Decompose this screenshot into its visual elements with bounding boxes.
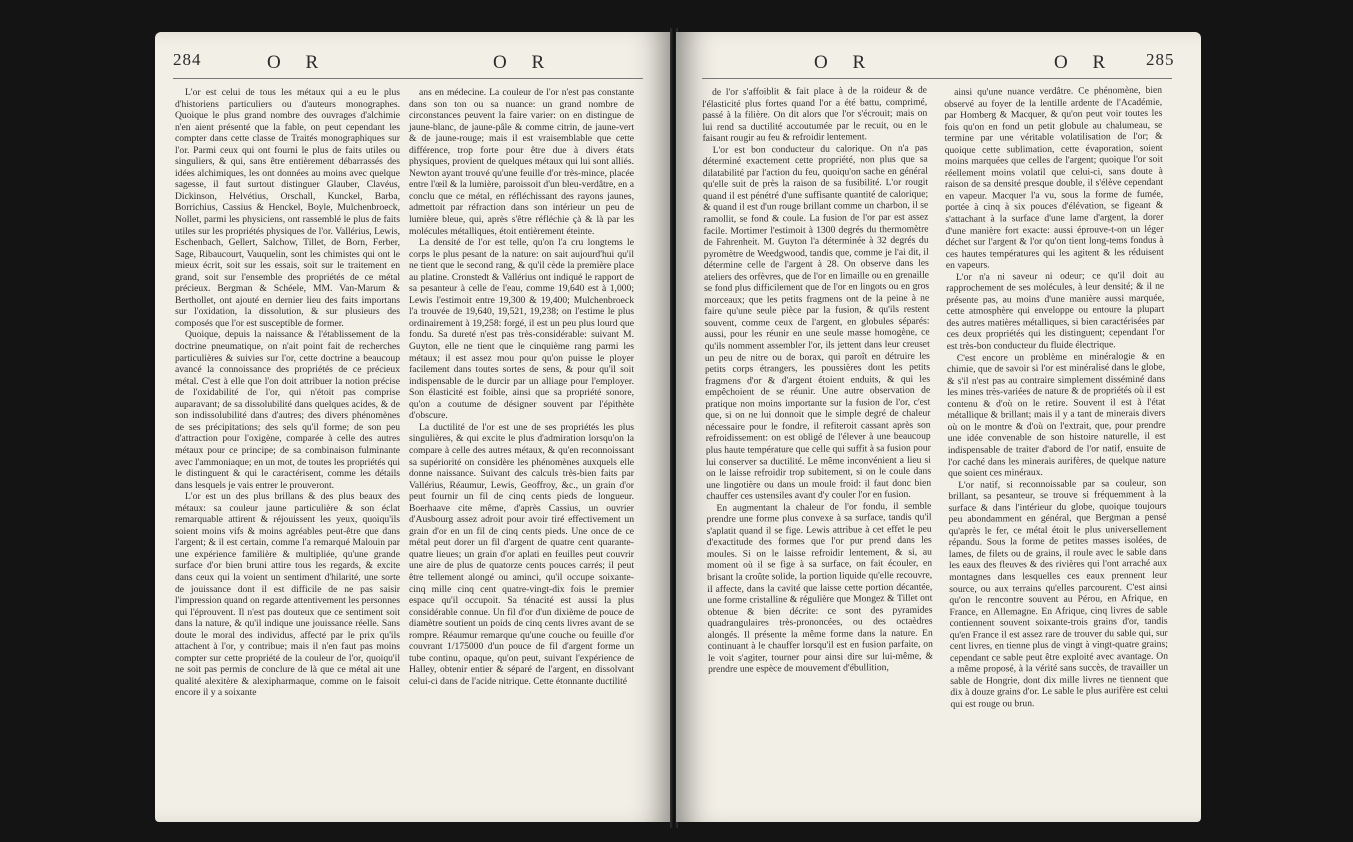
right-running-head-text: O R [814, 52, 876, 73]
paragraph: C'est encore un problème en minéralogie & en chimie, que de savoir si l'or est minéralisé dans le globe, & s'il n'est pas au contraire simplement disséminé dans les mines très-variées de nature & de propriétés où il est contenu & d'où on le retire. Souvent il est à l'état métallique & brillant; mais il y a tant de minerais divers où on le montre & d'où on l'extrait, que, pour prendre une idée convenable de son histoire naturelle, il est indispensable de traiter d'abord de l'or natif, ensuite de l'or caché dans les minerais aurifères, de quelque nature que soient ces minéraux. [946, 350, 1166, 480]
paragraph: ainsi qu'une nuance verdâtre. Ce phénomène, bien observé au foyer de la lentille ardente de l'Académie, par Homberg & Macquer, & qu'on peut voir toutes les fois qu'on en fond un petit globule au chalumeau, se termine par une véritable volatilisation de l'or; & quoique cette sublimation, cette évaporation, soient moins marquées que celles de l'argent; quoique l'or soit réellement moins volatil que celui-ci, sans doute à raison de sa densité presque double, il s'élève cependant en vapeur. Macquer l'a vu, sous la forme de fumée, portée à cinq à six pouces d'élévation, se figeant & s'attachant à la surface d'une lame d'argent, la dorer d'une manière fort exacte: aussi éprouve-t-on un léger déchet sur l'argent & l'or qu'on tient long-tems fondus à ces hautes températures qui les agitent & les réduisent en vapeurs. [944, 84, 1164, 272]
paragraph: L'or est celui de tous les métaux qui a eu le plus d'historiens particuliers ou d'auteurs monographes. Quoique le plus grand nombre des ouvrages d'alchimie n'en aient présenté que la fable, on peut cependant les compter dans cette classe de Traités monographiques sur l'or. Parmi ceux qui ont fourni le plus de faits utiles ou singuliers, & qui, sans être entièrement débarrassés des idées alchimiques, les ont données au moins avec quelque sagesse, il faut surtout distinguer Glauber, Clavéus, Dickinson, Helvétius, Orschall, Kunckel, Barba, Borrichius, Cassius & Henckel, Boyle, Mulchenbroeck, Nollet, parmi les physiciens, ont rassemblé le plus de faits utiles sur les propriétés physiques de l'or. Vallérius, Lewis, Eschenbach, Gellert, Salchow, Tillet, de Born, Ferber, Sage, Ribaucourt, Vauquelin, sont les chimistes qui ont le mieux écrit, soit sur les essais, soit sur le traitement en grand, soit sur l'ensemble des propriétés de ce métal précieux. Bergman & Schéele, MM. Van-Marum & Berthollet, ont ajouté en dernier lieu des faits importans sur l'oxidation, la dissolution, & sur plusieurs des composés que l'or est susceptible de former. [175, 87, 400, 329]
left-column-2 [409, 87, 634, 687]
right-running-head [676, 50, 1201, 80]
paragraph: L'or n'a ni saveur ni odeur; ce qu'il doit au rapprochement de ses molécules, à leur densité; & il ne présente pas, au moins d'une manière aussi marquée, cette atmosphère qui enveloppe ou entoure la plupart des autres matières métalliques, si bien caractérisées par ces deux propriétés qui les distinguent; cependant l'or est très-bon conducteur du fluide électrique. [946, 269, 1165, 353]
right-running-head-text-2: O R [1054, 52, 1116, 73]
paragraph: La densité de l'or est telle, qu'on l'a cru longtems le corps le plus pesant de la nature: on sait aujourd'hui qu'il ne tient que le second rang, & qu'il cède la première place au platine. Cronstedt & Vallérius ont indiqué le rapport de sa pesanteur à celle de l'eau, comme 19,640 est à 1,000; Lewis l'estimoit entre 19,300 & 19,400; Mulchenbroeck l'a trouvée de 19,640, 19,521, 19,238; on l'estime le plus ordinairement à 19,258: forgé, il est un peu plus lourd que fondu. Sa dureté n'est pas très-considérable: suivant M. Guyton, elle ne tient que le cinquième rang parmi les métaux; il est assez mou pour qu'on puisse le ployer facilement dans toutes sortes de sens, & pour qu'il soit indispensable de le durcir par un alliage pour l'employer. Son élasticité est foible, ainsi que sa propriété sonore, qu'on a coutume de désigner souvent par l'épithète d'obscure. [409, 237, 634, 422]
paragraph: L'or est un des plus brillans & des plus beaux des métaux: sa couleur jaune particulière & son éclat remarquable attirent & réjouissent les yeux, quoiqu'ils soient moins vifs & moins agréables peut-être que dans l'argent; & il est certain, comme l'a remarqué Malouin par une expérience familière & multipliée, qu'une grande surface d'or bien bruni attire tous les regards, & excite dans ceux qui la voient un sentiment d'hilarité, une sorte de jouissance dont il est difficile de ne pas saisir l'impression quand on regarde attentivement les personnes qui l'éprouvent. Il n'est pas douteux que ce sentiment soit dans la nature, & qu'il indique une jouissance réelle. Sans doute le moral des individus, affecté par le prix qu'ils attachent à l'or, y contribue; mais il n'en faut pas moins compter sur cette propriété de la couleur de l'or, quoiqu'il ne soit pas permis de conclure de là que ce métal ait une qualité alexitère & alexipharmaque, comme on le faisoit encore il y a soixante [175, 491, 400, 699]
paragraph: L'or est bon conducteur du calorique. On n'a pas déterminé exactement cette propriété, non plus que sa dilatabilité par l'action du feu, quoiqu'on sache en général qu'elle suit de près la raison de sa fusibilité. L'or rougit quand il est pénétré d'une suffisante quantité de calorique; & quand il est d'un rouge brillant comme un charbon, il se ramollit, se fond & coule. La fusion de l'or par est assez facile. Mortimer l'estimoit à 1300 degrés du thermomètre de Fahrenheit. M. Guyton l'a déterminée à 32 degrés du pyromètre de Weedgwood, tandis que, comme je l'ai dit, il détermine celle de l'argent à 28. On observe dans les ateliers des orfèvres, que de l'or en limaille ou en grenaille se fond plus difficilement que de l'or en lingots ou en gros morceaux; que les petits fragmens ont de la peine à ne faire qu'une seule pièce par la fusion, & qu'ils restent souvent, comme ceux de l'argent, en globules séparés: aussi, pour les réunir en une seule masse homogène, ce qu'ils nomment assembler l'or, ils jettent dans leur creuset un peu de nitre ou de borax, qui paroît en détruire les petits corps étrangers, les poussières dont les petits fragmens d'or & d'argent étoient enduits, & qui les empêchoient de se réunir. Une autre observation de pratique non moins importante sur la fusion de l'or, c'est que, si on ne lui donnoit que le simple degré de chaleur nécessaire pour le fondre, il refiteroit cassant après son refroidissement: on est obligé de l'élever à une beaucoup plus haute température que celle qui suffit à sa fusion pour lui conserver sa ductilité. Le même inconvénient a lieu si on le laisse refroidir trop subitement, si on le coule dans une lingotière ou dans un moule froid: il faut donc bien chauffer ces ustensiles avant d'y couler l'or en fusion. [702, 142, 932, 503]
right-page [676, 32, 1201, 822]
right-column-2 [944, 85, 1169, 711]
left-page-number: 284 [173, 50, 202, 69]
paragraph: En augmentant la chaleur de l'or fondu, il semble prendre une forme plus convexe à sa surface, tandis qu'il s'aplatit quand il se fige. Lewis attribue à cet effet le peu d'exactitude des formes que l'or pur prend dans les moules. Si on le laisse refroidir lentement, & si, au moment où il se fige à sa surface, on fait écouler, en brisant la croûte solide, la portion liquide qu'elle recouvre, il affecte, dans la cavité que laisse cette portion décantée, une forme cristalline & régulière que Mongez & Tillet ont obtenue & bien décrite: ce sont des pyramides quadrangulaires très-prononcées, ou des octaèdres alongés. Il présente la même forme dans la nature. En continuant à le chauffer lorsqu'il est en fusion parfaite, on le voit s'agiter, tourner pour ainsi dire sur lui-même, & prendre une espèce de mouvement d'ébullition, [706, 500, 934, 676]
right-page-number: 285 [1146, 50, 1175, 69]
left-running-head-text-2: O R [493, 52, 555, 73]
left-column-1 [175, 87, 400, 699]
paragraph: Quoique, depuis la naissance & l'établissement de la doctrine pneumatique, on n'ait point fait de recherches particulières & suivies sur l'or, cette doctrine a beaucoup avancé la connoissance des propriétés de ce précieux métal. C'est à elle que l'on doit attribuer la notion précise de l'oxidabilité de l'or, qui n'étoit pas comprise auparavant; de sa dissolubilité dans quelques acides, & de son indissolubilité dans d'autres; des divers phénomènes de ses précipitations; des sels qu'il forme; de son peu d'attraction pour l'oxigène, comparée à celle des autres métaux pour ce principe; de sa combinaison fulminante avec l'ammoniaque; en un mot, de toutes les propriétés qui le distinguent & qui le caractérisent, comme les détails dans lesquels je vais entrer le prouveront. [175, 329, 400, 491]
paragraph: ans en médecine. La couleur de l'or n'est pas constante dans son ton ou sa nuance: un grand nombre de circonstances peuvent la faire varier: on en distingue de jaune-blanc, de jaune-pâle & comme citrin, de jaune-vert & de jaune-rouge; mais il est vraisemblable que cette différence, trop forte pour être due à divers états physiques, provient de quelques métaux qui lui sont alliés. Newton ayant trouvé qu'une feuille d'or très-mince, placée entre l'œil & la lumière, paroissoit d'un bleu-verdâtre, en a conclu que ce métal, en réfléchissant des rayons jaunes, admettoit par réfraction dans son intérieur un peu de lumière bleue, qui, après s'être réfléchie çà & là par les molécules métalliques, étoit entièrement éteinte. [409, 87, 634, 237]
left-header-rule [173, 78, 643, 79]
left-running-head [155, 50, 672, 80]
left-running-head-text: O R [267, 52, 329, 73]
right-column-1 [702, 85, 933, 676]
left-page [155, 32, 672, 822]
paragraph: La ductilité de l'or est une de ses propriétés les plus singulières, & qui excite le plus d'admiration lorsqu'on la compare à celle des autres métaux, & qu'en reconnoissant sa supériorité on considère les phénomènes auxquels elle donne naissance. Suivant des calculs très-bien faits par Vallérius, Réaumur, Lewis, Geoffroy, &c., un grain d'or peut fournir un fil de cinq cents pieds de longueur. Boerhaave cite même, d'après Cassius, un ouvrier d'Ausbourg assez adroit pour avoir tiré effectivement un grain d'or en un fil de cinq cents pieds. Une once de ce métal peut dorer un fil d'argent de quatre cent quarante-quatre lieues; un grain d'or aplati en feuilles peut couvrir une aire de plus de quatorze cents pouces carrés; il peut être tellement alongé ou aminci, qu'il occupe soixante-cinq mille cinq cent quatre-vingt-dix fois le premier espace qu'il occupoit. Sa ténacité est aussi la plus considérable connue. Un fil d'or d'un dixième de pouce de diamètre soutient un poids de cinq cents livres avant de se rompre. Réaumur remarque qu'une couche ou feuille d'or couvrant 1/175000 d'un pouce de fil d'argent forme un tube continu, opaque, qu'on peut, suivant l'expérience de Halley, obtenir entier & séparé de l'argent, en dissolvant celui-ci dans de l'acide nitrique. Cette étonnante ductilité [409, 421, 634, 687]
paragraph: L'or natif, si reconnoissable par sa couleur, son brillant, sa pesanteur, se trouve si fréquemment à la surface & dans l'intérieur du globe, quoique toujours peu abondamment en général, que Bergman a pensé qu'après le fer, ce métal étoit le plus universellement répandu. Sous la forme de petites masses isolées, de lames, de filets ou de grains, il roule avec le sable dans les eaux des fleuves & des rivières qui l'ont arraché aux montagnes dans lesquelles ces eaux prennent leur source, ou aux terrains qu'elles parcourent. C'est ainsi qu'on le rencontre souvent au Pérou, en Afrique, en France, en Allemagne. En Afrique, cinq livres de sable contiennent souvent soixante-trois grains d'or, tandis qu'en France il est assez rare de trouver du sable qui, sur cent livres, en tienne plus de vingt à vingt-quatre grains; cependant ce sable peut être exploité avec avantage. On a même proposé, à la vérité sans succès, de travailler un sable de Hongrie, dont dix mille livres ne tiennent que dix à douze grains d'or. Le sable le plus aurifère est celui qui est rouge ou brun. [948, 477, 1169, 710]
right-header-rule [702, 78, 1172, 79]
paragraph: de l'or s'affoiblit & fait place à de la roideur & de l'élasticité plus fortes quand l'or a été battu, comprimé, passé à la filière. On dit alors que l'or s'écrouit; mais on lui rend sa ductilité accoutumée par le recuit, ou en le faisant rougir au feu & refroidir lentement. [702, 84, 928, 145]
